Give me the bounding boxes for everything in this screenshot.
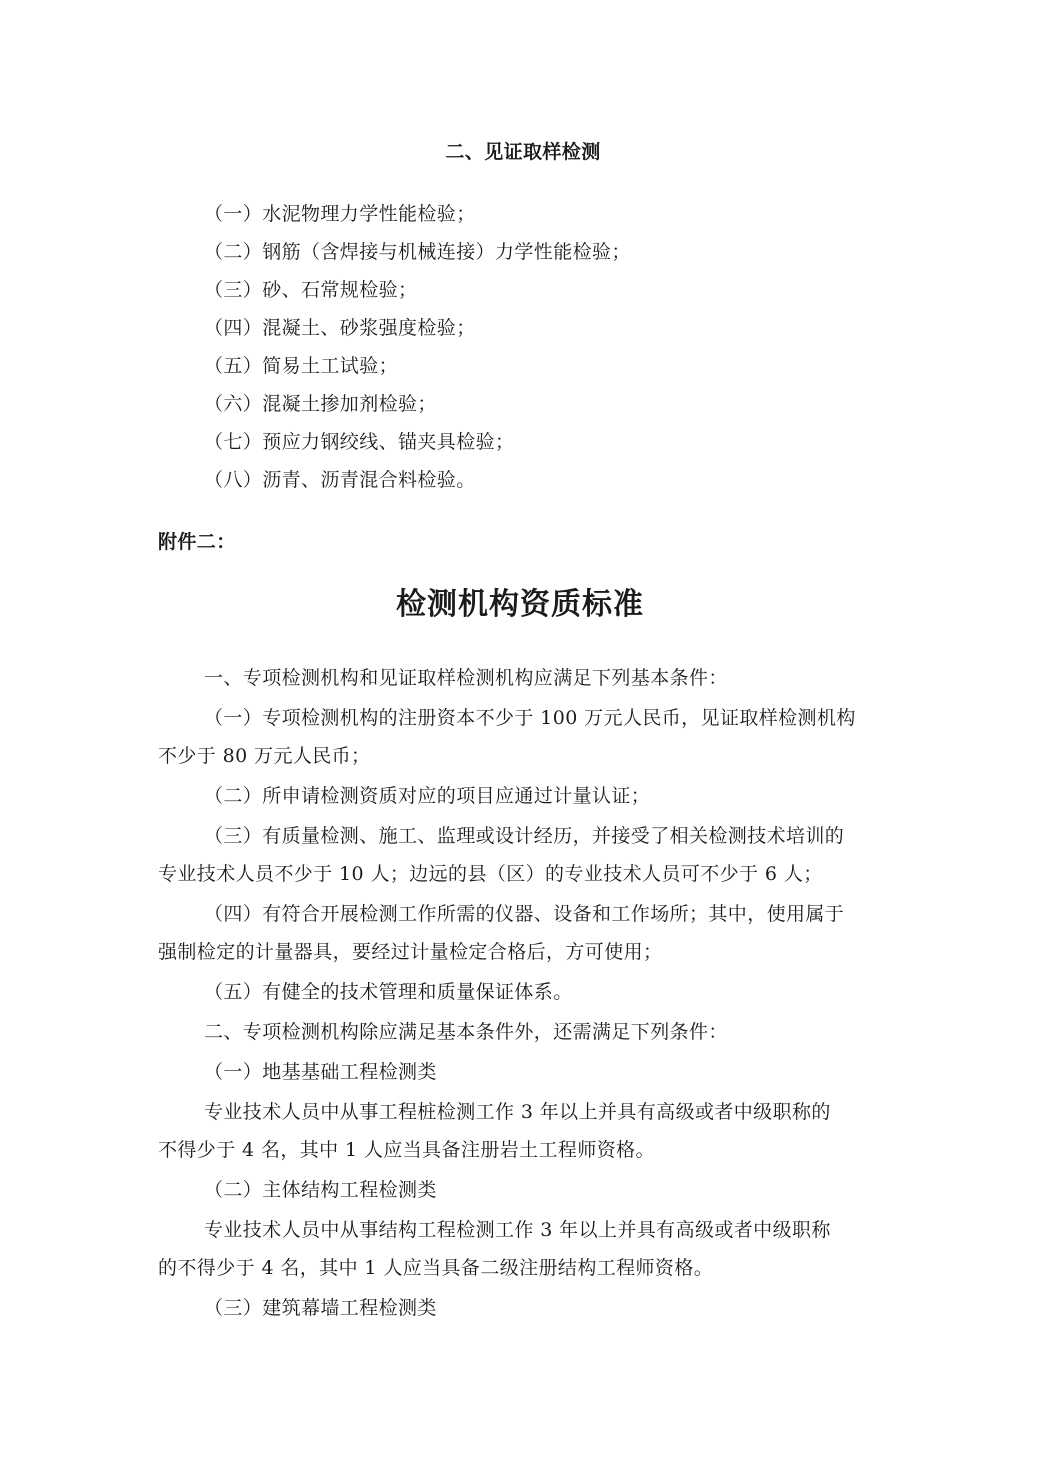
- paragraph: （五）有健全的技术管理和质量保证体系。: [204, 981, 573, 1003]
- list-item: （七）预应力钢绞线、锚夹具检验；: [204, 431, 515, 453]
- paragraph-continuation: 专业技术人员不少于 10 人；边远的县（区）的专业技术人员可不少于 6 人；: [158, 863, 823, 885]
- page-title: 检测机构资质标准: [396, 587, 644, 622]
- paragraph: （四）有符合开展检测工作所需的仪器、设备和工作场所；其中，使用属于: [204, 903, 845, 925]
- subheading: （一）地基基础工程检测类: [204, 1061, 437, 1083]
- list-item: （五）简易土工试验；: [204, 355, 399, 377]
- paragraph: （一）专项检测机构的注册资本不少于 100 万元人民币，见证取样检测机构: [204, 707, 856, 729]
- section-heading: 二、见证取样检测: [445, 141, 601, 163]
- subheading: （三）建筑幕墙工程检测类: [204, 1297, 437, 1319]
- paragraph-continuation: 不得少于 4 名，其中 1 人应当具备注册岩土工程师资格。: [158, 1139, 655, 1161]
- list-item: （六）混凝土掺加剂检验；: [204, 393, 437, 415]
- attachment-label-block: [158, 523, 888, 561]
- list-item: （四）混凝土、砂浆强度检验；: [204, 317, 476, 339]
- paragraph-continuation: 的不得少于 4 名，其中 1 人应当具备二级注册结构工程师资格。: [158, 1257, 714, 1279]
- paragraph-continuation: 强制检定的计量器具，要经过计量检定合格后，方可使用；: [158, 941, 663, 963]
- qualification-body: [158, 659, 888, 1327]
- paragraph: 专业技术人员中从事工程桩检测工作 3 年以上并具有高级或者中级职称的: [204, 1101, 831, 1123]
- list-item: （二）钢筋（含焊接与机械连接）力学性能检验；: [204, 241, 631, 263]
- witness-sampling-list: [158, 195, 888, 499]
- list-item: （一）水泥物理力学性能检验；: [204, 203, 476, 225]
- attachment-label: 附件二：: [158, 531, 236, 553]
- paragraph-continuation: 不少于 80 万元人民币；: [158, 745, 371, 767]
- paragraph: 一、专项检测机构和见证取样检测机构应满足下列基本条件：: [204, 667, 728, 689]
- list-item: （八）沥青、沥青混合料检验。: [204, 469, 476, 491]
- subheading: （二）主体结构工程检测类: [204, 1179, 437, 1201]
- section-witness-sampling: [158, 133, 888, 171]
- paragraph: 专业技术人员中从事结构工程检测工作 3 年以上并具有高级或者中级职称: [204, 1219, 831, 1241]
- paragraph: 二、专项检测机构除应满足基本条件外，还需满足下列条件：: [204, 1021, 728, 1043]
- paragraph: （三）有质量检测、施工、监理或设计经历，并接受了相关检测技术培训的: [204, 825, 845, 847]
- list-item: （三）砂、石常规检验；: [204, 279, 418, 301]
- paragraph: （二）所申请检测资质对应的项目应通过计量认证；: [204, 785, 651, 807]
